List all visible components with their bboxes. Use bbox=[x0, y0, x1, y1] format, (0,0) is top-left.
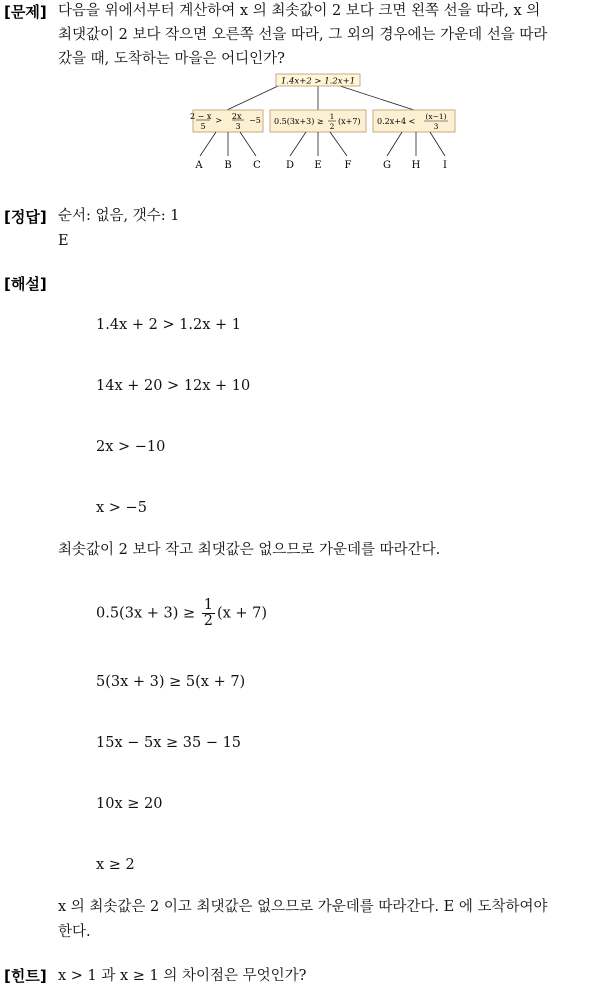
leaf-H: H bbox=[411, 160, 421, 171]
left-den-1: 5 bbox=[200, 122, 206, 131]
right-num: (x−1) bbox=[425, 112, 447, 121]
leaf-B: B bbox=[224, 160, 232, 171]
equation-3: 2x > −10 bbox=[96, 439, 166, 455]
middle-label-a: 0.5(3x+3) ≥ bbox=[274, 117, 324, 126]
explanation-tag: [해설] bbox=[4, 275, 47, 293]
edge-root-right bbox=[340, 86, 414, 110]
right-label-a: 0.2x+4 < bbox=[377, 117, 416, 126]
equation-4: x > −5 bbox=[96, 500, 147, 516]
equation-5 bbox=[96, 598, 267, 629]
edge-middle-F bbox=[330, 132, 347, 156]
eq5-fraction bbox=[202, 598, 215, 629]
explanation-text-2-line-1: x 의 최솟값은 2 이고 최댓값은 없으므로 가운데를 따라간다. E 에 도착하여야 bbox=[58, 899, 548, 915]
leaf-C: C bbox=[253, 160, 261, 171]
edge-right-I bbox=[430, 132, 445, 156]
leaf-I: I bbox=[443, 160, 447, 171]
edge-root-left bbox=[227, 86, 278, 110]
hint-tag: [힌트] bbox=[4, 967, 47, 985]
equation-8: 10x ≥ 20 bbox=[96, 796, 163, 812]
leaf-D: D bbox=[285, 160, 295, 171]
decision-tree-diagram bbox=[190, 72, 465, 177]
edge-middle-D bbox=[290, 132, 306, 156]
eq5-right: (x + 7) bbox=[216, 605, 268, 622]
problem-line-3: 갔을 때, 도착하는 마을은 어디인가? bbox=[58, 51, 285, 67]
eq5-num: 1 bbox=[203, 597, 213, 613]
middle-num: 1 bbox=[329, 112, 335, 121]
equation-7: 15x − 5x ≥ 35 − 15 bbox=[96, 735, 242, 751]
left-gt: > bbox=[215, 116, 223, 125]
edge-left-A bbox=[200, 132, 216, 156]
leaf-E: E bbox=[314, 160, 322, 171]
leaf-A: A bbox=[195, 160, 203, 171]
hint-text: x > 1 과 x ≥ 1 의 차이점은 무엇인가? bbox=[58, 968, 307, 984]
middle-den: 2 bbox=[329, 122, 335, 131]
answer-line-2: E bbox=[58, 233, 69, 249]
leaf-F: F bbox=[344, 160, 352, 171]
left-den-2: 3 bbox=[235, 122, 241, 131]
equation-9: x ≥ 2 bbox=[96, 857, 135, 873]
right-den: 3 bbox=[433, 122, 439, 131]
eq5-left: 0.5(3x + 3) ≥ bbox=[96, 605, 200, 622]
explanation-text-2-line-2: 한다. bbox=[58, 924, 91, 940]
left-num-2: 2x bbox=[231, 112, 242, 121]
problem-tag: [문제] bbox=[4, 3, 47, 21]
answer-line-1: 순서: 없음, 갯수: 1 bbox=[58, 208, 180, 224]
equation-1: 1.4x + 2 > 1.2x + 1 bbox=[96, 317, 242, 333]
eq5-den: 2 bbox=[203, 613, 213, 630]
root-label: 1.4x+2 > 1.2x+1 bbox=[280, 76, 356, 87]
problem-line-1: 다음을 위에서부터 계산하여 x 의 최솟값이 2 보다 크면 왼쪽 선을 따라, x 의 bbox=[58, 3, 541, 19]
edge-right-G bbox=[387, 132, 402, 156]
equation-6: 5(3x + 3) ≥ 5(x + 7) bbox=[96, 674, 246, 690]
equation-2: 14x + 20 > 12x + 10 bbox=[96, 378, 251, 394]
answer-tag: [정답] bbox=[4, 208, 47, 226]
edge-left-C bbox=[240, 132, 256, 156]
left-minus: −5 bbox=[249, 116, 261, 125]
problem-line-2: 최댓값이 2 보다 작으면 오른쪽 선을 따라, 그 외의 경우에는 가운데 선을 따라 bbox=[58, 27, 548, 43]
middle-label-b: (x+7) bbox=[338, 117, 361, 126]
left-num-1: 2 − x bbox=[190, 112, 212, 121]
explanation-text-1: 최솟값이 2 보다 작고 최댓값은 없으므로 가운데를 따라간다. bbox=[58, 542, 441, 558]
leaf-G: G bbox=[383, 160, 391, 171]
